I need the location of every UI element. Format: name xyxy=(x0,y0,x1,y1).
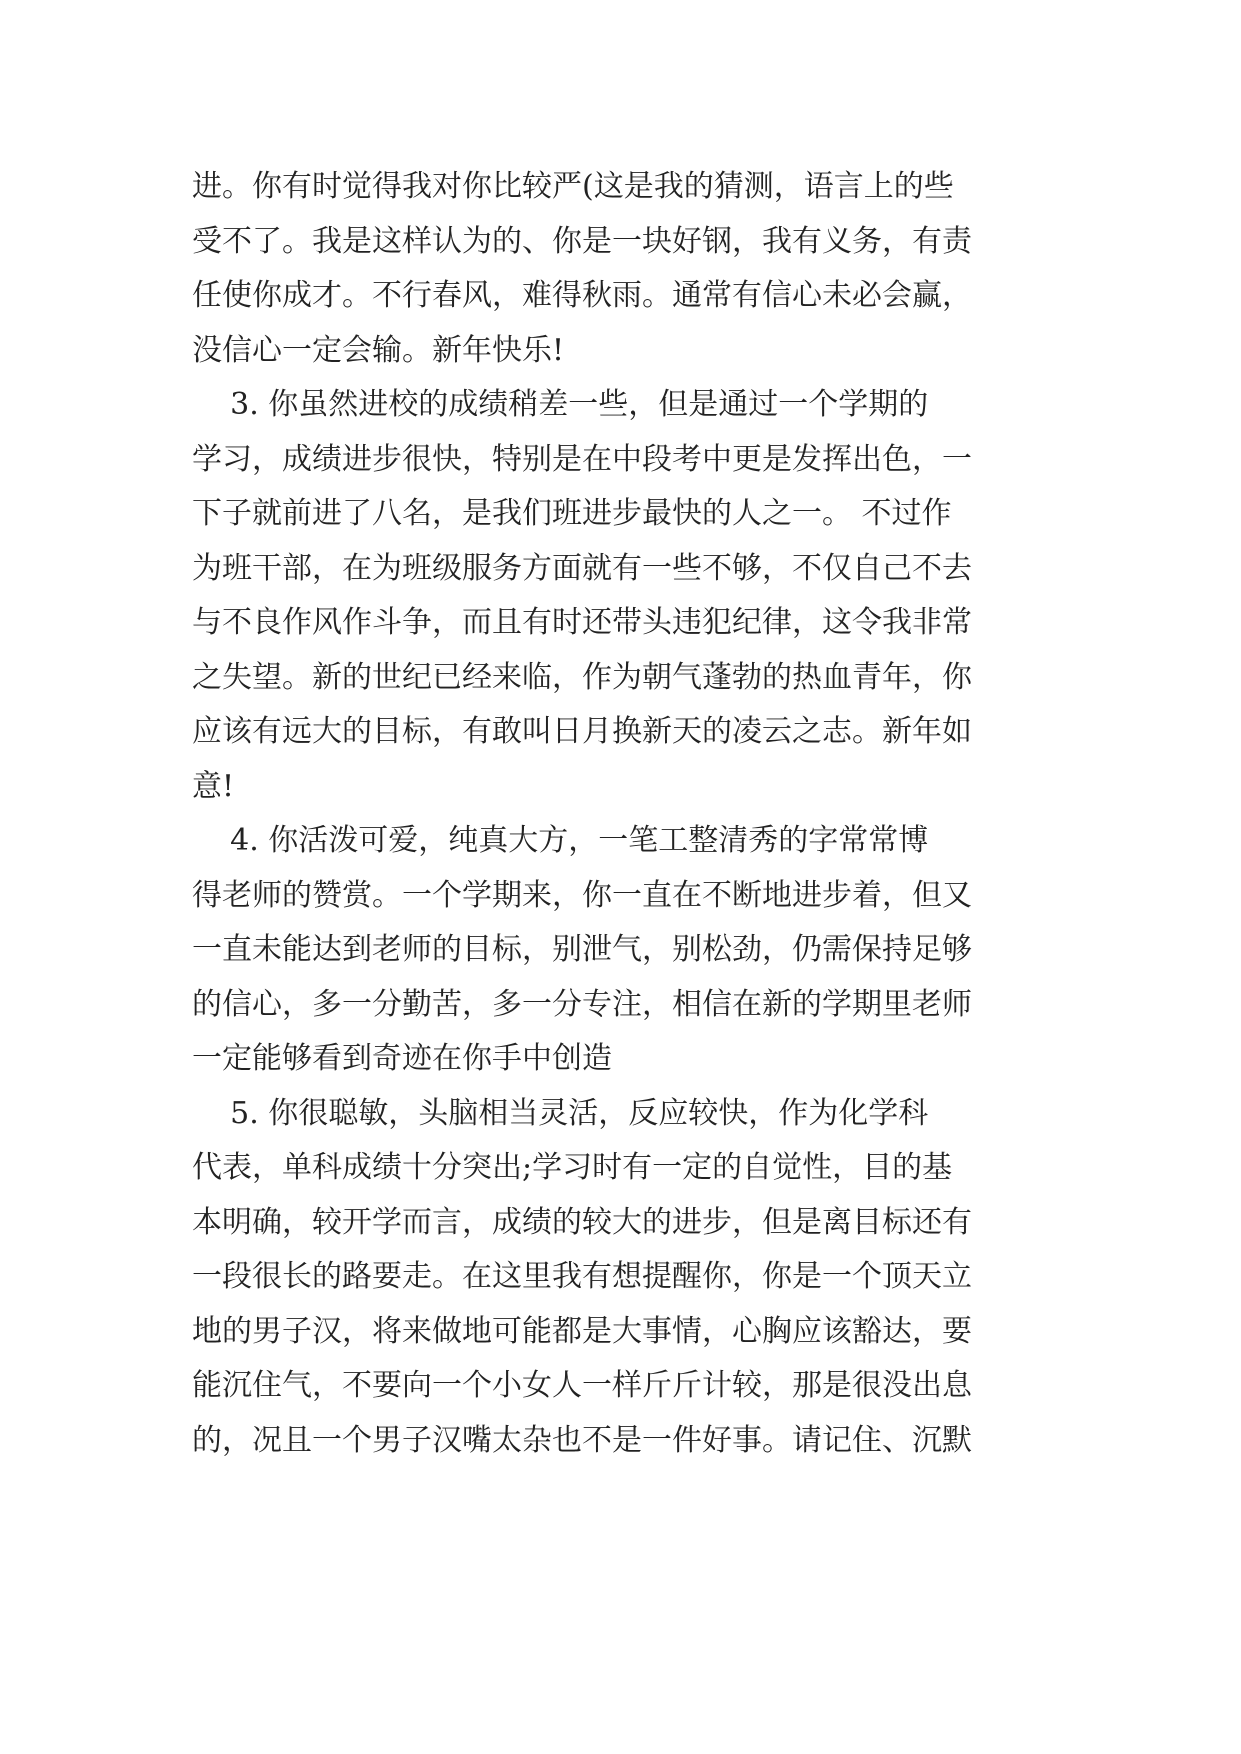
text-line: 受不了。我是这样认为的、你是一块好钢，我有义务，有责 xyxy=(192,223,972,259)
text-line: 的，况且一个男子汉嘴太杂也不是一件好事。请记住、沉默 xyxy=(192,1422,972,1458)
text-line: 一定能够看到奇迹在你手中创造 xyxy=(192,1041,612,1076)
body-text xyxy=(192,160,1072,1468)
text-line: 下子就前进了八名，是我们班进步最快的人之一。 不过作 xyxy=(192,496,952,531)
text-line: 应该有远大的目标，有敢叫日月换新天的凌云之志。新年如 xyxy=(192,714,972,749)
text-line: 学习，成绩进步很快，特别是在中段考中更是发挥出色，一 xyxy=(192,441,972,477)
text-line: 能沉住气，不要向一个小女人一样斤斤计较，那是很没出息 xyxy=(192,1368,972,1403)
text-line: 代表，单科成绩十分突出;学习时有一定的自觉性，目的基 xyxy=(192,1150,953,1185)
text-line: 一直未能达到老师的目标，别泄气，别松劲，仍需保持足够 xyxy=(192,932,972,967)
text-line: 5. 你很聪敏，头脑相当灵活，反应较快，作为化学科 xyxy=(192,1095,929,1131)
text-line: 没信心一定会输。新年快乐! xyxy=(192,332,565,368)
text-line: 意! xyxy=(192,768,235,804)
text-line: 为班干部，在为班级服务方面就有一些不够，不仅自己不去 xyxy=(192,550,972,586)
text-line: 3. 你虽然进校的成绩稍差一些，但是通过一个学期的 xyxy=(192,387,929,422)
text-line: 进。你有时觉得我对你比较严(这是我的猜测，语言上的些 xyxy=(192,169,954,204)
text-line: 的信心，多一分勤苦，多一分专注，相信在新的学期里老师 xyxy=(192,986,972,1022)
text-line: 本明确，较开学而言，成绩的较大的进步，但是离目标还有 xyxy=(192,1204,972,1240)
text-line: 与不良作风作斗争，而且有时还带头违犯纪律，这令我非常 xyxy=(192,605,972,640)
text-line: 任使你成才。不行春风，难得秋雨。通常有信心未必会赢， xyxy=(192,278,972,313)
text-line: 之失望。新的世纪已经来临，作为朝气蓬勃的热血青年，你 xyxy=(192,659,972,695)
text-line: 4. 你活泼可爱，纯真大方，一笔工整清秀的字常常博 xyxy=(192,823,929,858)
text-line: 一段很长的路要走。在这里我有想提醒你，你是一个顶天立 xyxy=(192,1259,972,1294)
text-line: 地的男子汉，将来做地可能都是大事情，心胸应该豁达，要 xyxy=(192,1313,972,1349)
text-line: 得老师的赞赏。一个学期来，你一直在不断地进步着，但又 xyxy=(192,877,972,913)
